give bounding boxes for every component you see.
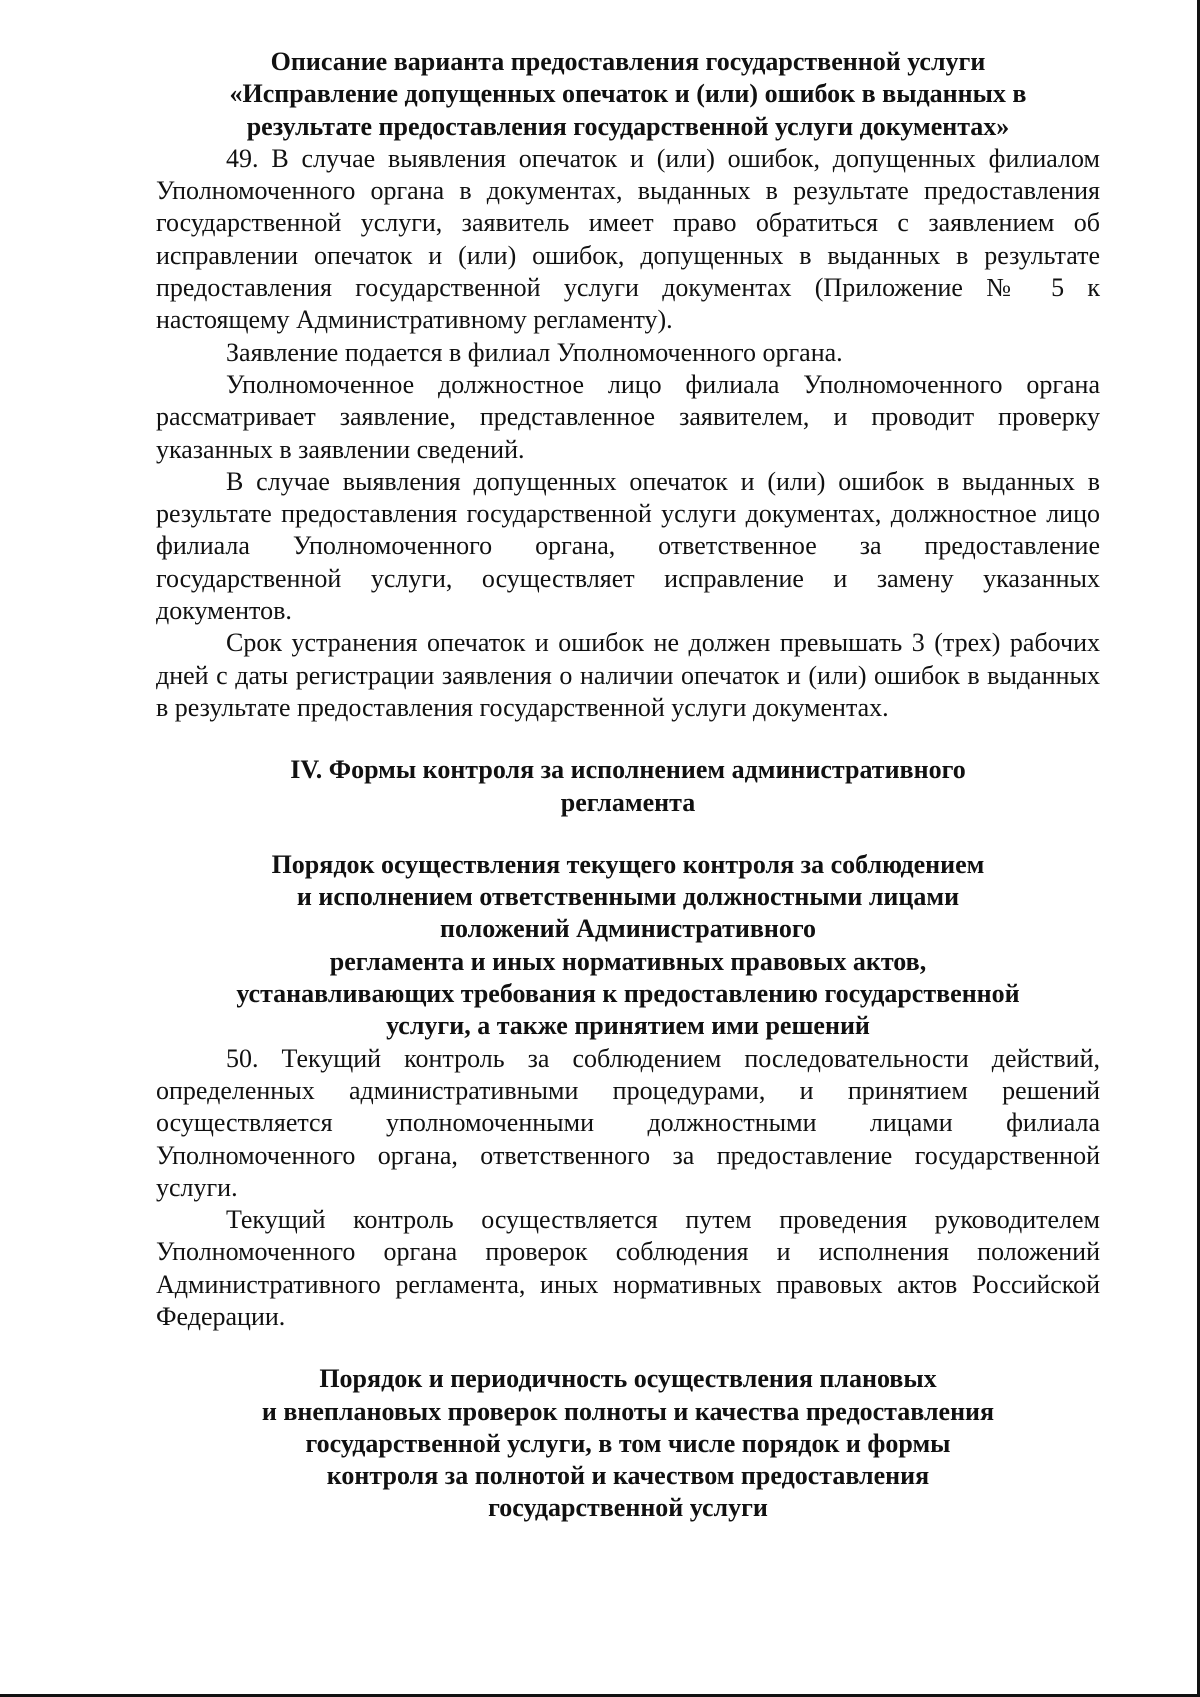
section-heading-variant-correction (156, 46, 1100, 143)
heading-line: государственной услуги (488, 1493, 768, 1523)
paragraph-application-filing: Заявление подается в филиал Уполномоченного органа. (226, 337, 843, 367)
heading-line: IV. Формы контроля за исполнением административного (290, 755, 966, 785)
heading-line: положений Административного (440, 914, 816, 944)
heading-line: и исполнением ответственными должностными лицами (296, 882, 960, 912)
paragraph-correction-replacement: В случае выявления допущенных опечаток и (или) ошибок в выданных в результате предоставления государственной услуги документах, должностное лицо филиала Уполномоченного органа, ответственное за предоставление государственной услуги, осуществляет исправление и замену указанных документов. (156, 466, 1100, 626)
paragraph-current-control-method: Текущий контроль осуществляется путем проведения руководителем Уполномоченного органа проверок соблюдения и исполнения положений Административного регламента, иных нормативных правовых актов Российской Федерации. (156, 1205, 1100, 1331)
heading-line: «Исправление допущенных опечаток и (или) ошибок в выданных в (229, 79, 1027, 109)
heading-line: Порядок осуществления текущего контроля за соблюдением (271, 849, 985, 879)
chapter-heading-control-forms (156, 754, 1100, 819)
heading-line: и внеплановых проверок полноты и качества предоставления (261, 1396, 995, 1426)
paragraph-50: 50. Текущий контроль за соблюдением последовательности действий, определенных административными процедурами, и принятием решений осуществляется уполномоченными должностными лицами филиала Уполномоченного органа, ответственного за предоставление государственной услуги. (156, 1043, 1100, 1202)
paragraph-application-review: Уполномоченное должностное лицо филиала Уполномоченного органа рассматривает заявление, представленное заявителем, и проводит проверку указанных в заявлении сведений. (156, 369, 1100, 464)
section-heading-scheduled-inspections (156, 1363, 1100, 1524)
paragraph-49: 49. В случае выявления опечаток и (или) ошибок, допущенных филиалом Уполномоченного органа в документах, выданных в результате предоставления государственной услуги, заявитель имеет право обратиться с заявлением об исправлении опечаток и (или) ошибок, допущенных в выданных в результате предоставления государственной услуги документах (Приложение № 5 к настоящему Административному регламенту). (156, 143, 1100, 335)
heading-line: услуги, а также принятием ими решений (386, 1011, 870, 1041)
heading-line: устанавливающих требования к предоставлению государственной (236, 979, 1020, 1009)
heading-line: регламента и иных нормативных правовых актов, (329, 946, 927, 976)
document-body (156, 46, 1100, 1525)
heading-line: контроля за полнотой и качеством предоставления (326, 1461, 930, 1491)
paragraph-correction-deadline: Срок устранения опечаток и ошибок не должен превышать 3 (трех) рабочих дней с даты регистрации заявления о наличии опечаток и (или) ошибок в выданных в результате предоставления государственной услуги документах. (156, 628, 1100, 722)
heading-line: Описание варианта предоставления государственной услуги (270, 47, 986, 76)
heading-line: регламента (560, 787, 696, 817)
heading-line: государственной услуги, в том числе порядок и формы (305, 1428, 951, 1458)
heading-line: результате предоставления государственной услуги документах» (246, 111, 1010, 141)
heading-line: Порядок и периодичность осуществления плановых (319, 1364, 937, 1394)
section-heading-current-control (156, 849, 1100, 1043)
